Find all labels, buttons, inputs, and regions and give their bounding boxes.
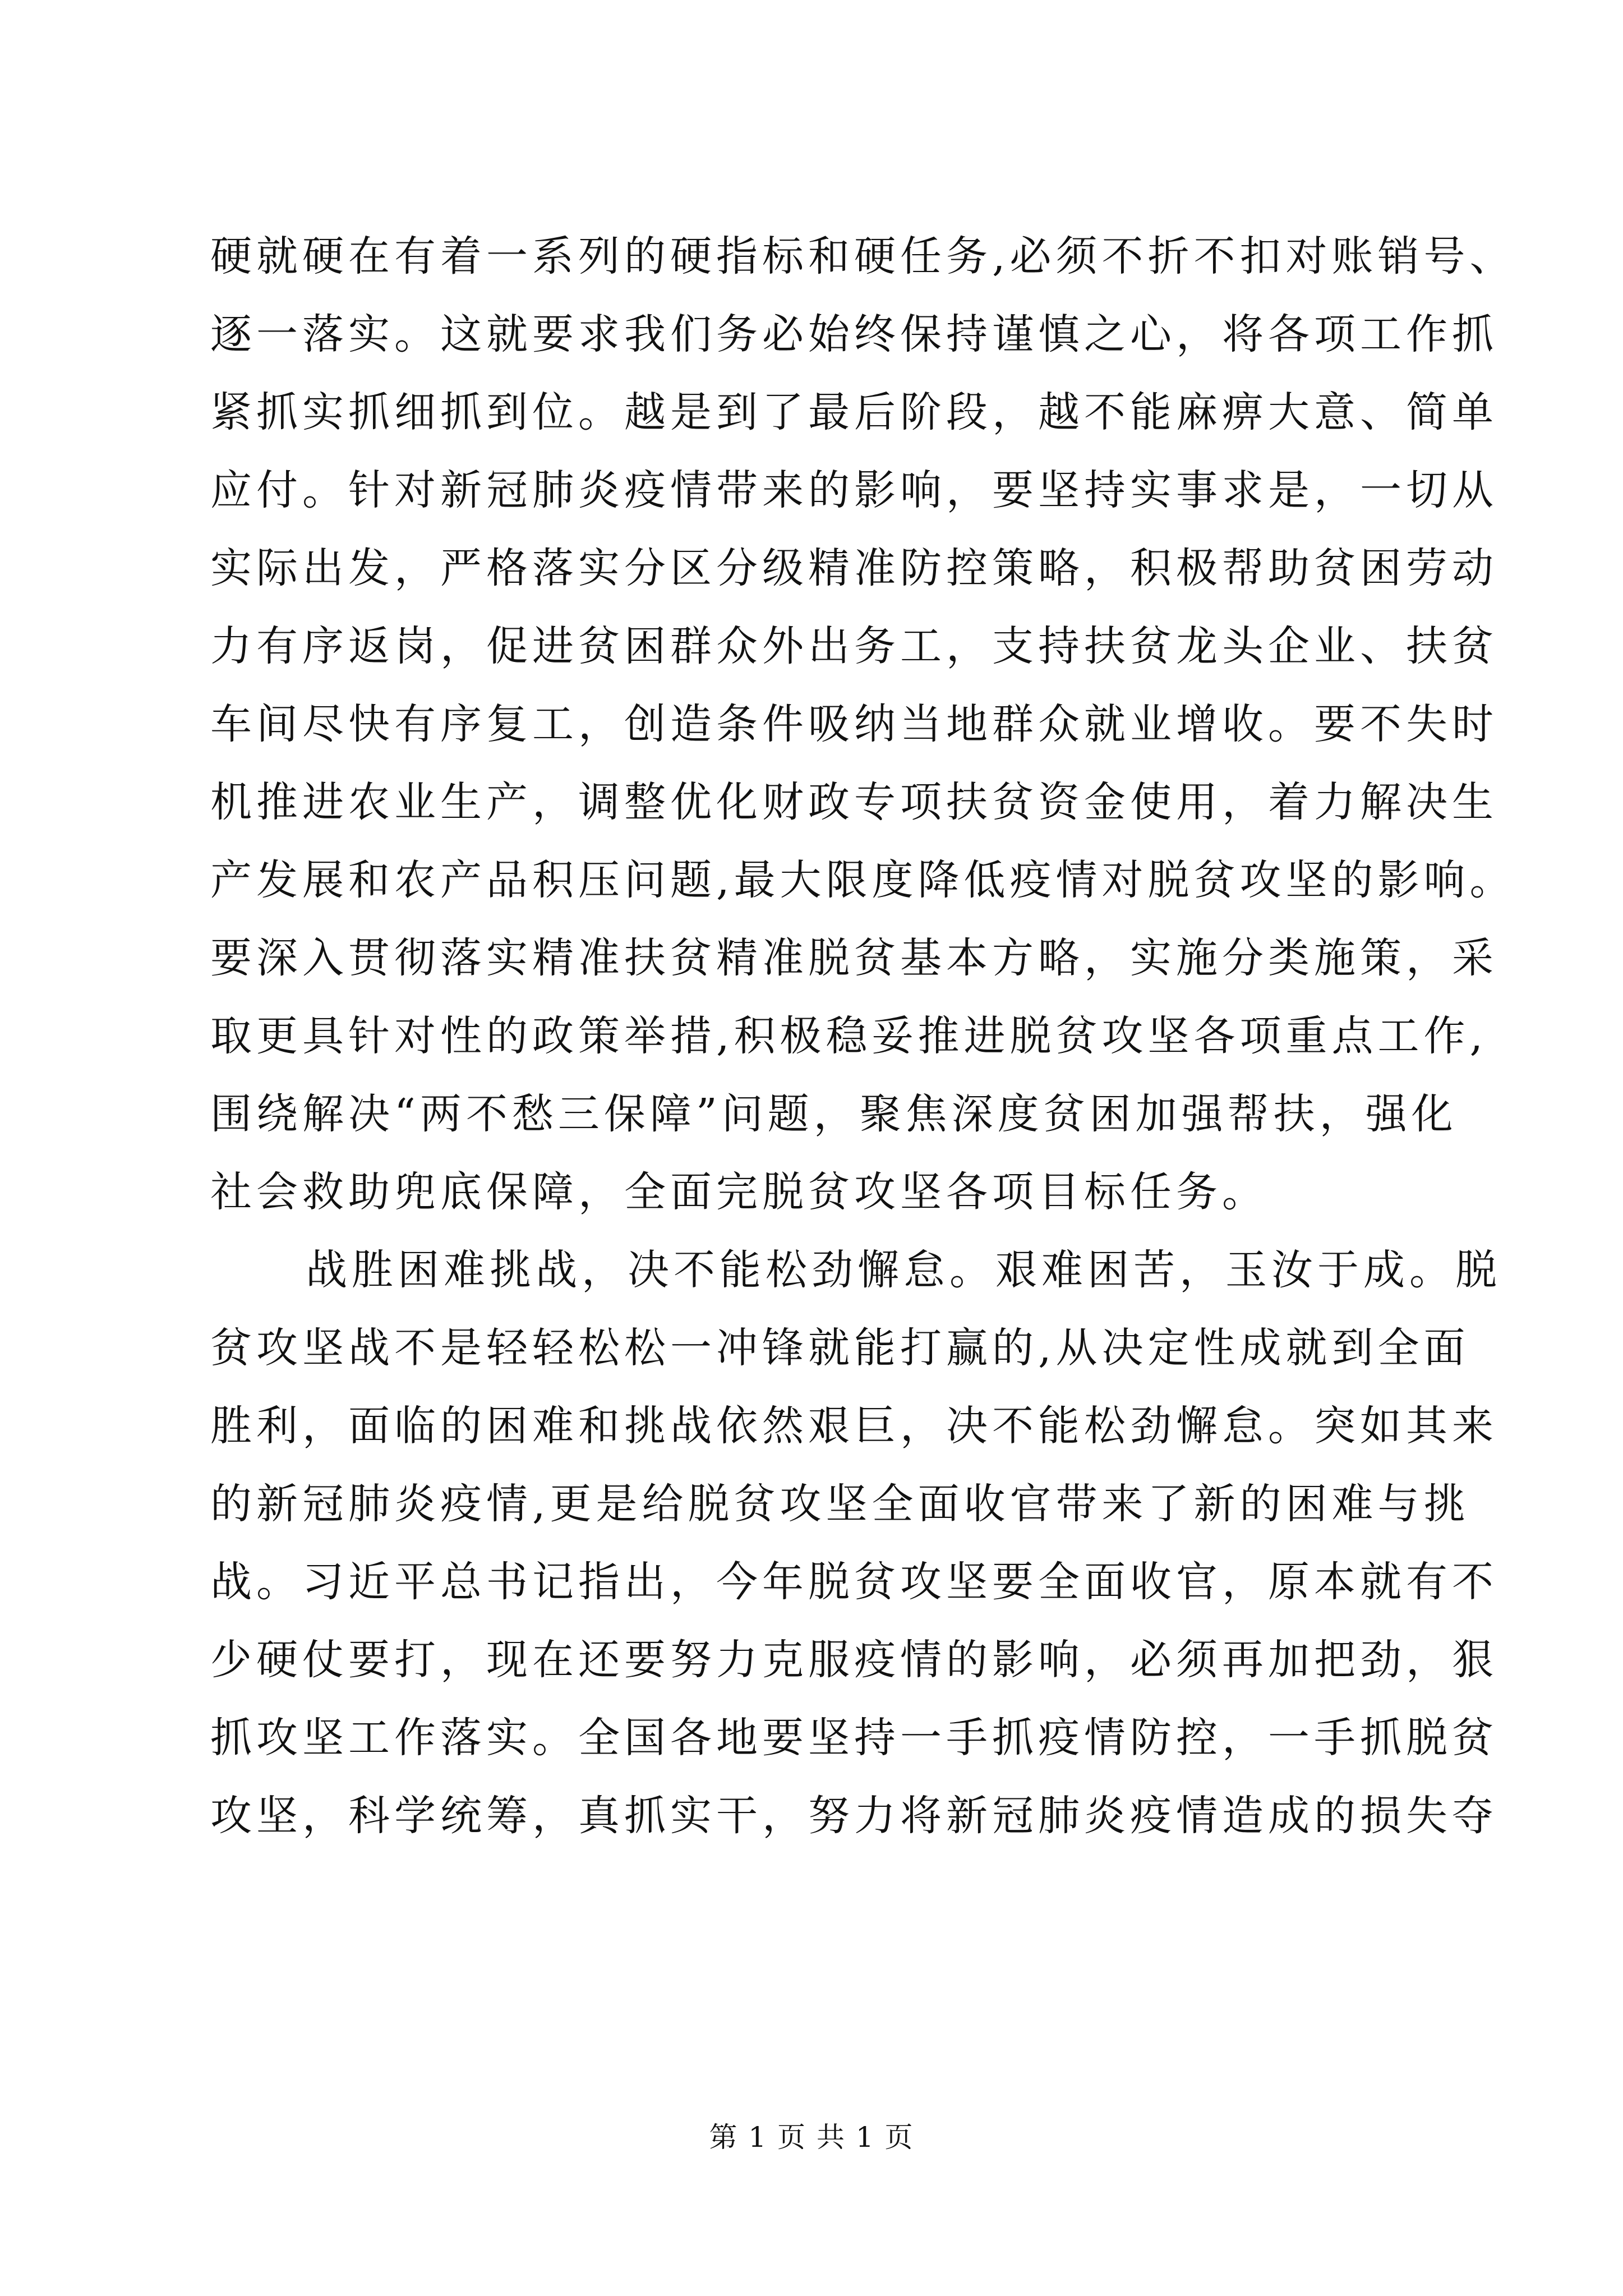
text-line: 围绕解决“两不愁三保障”问题，聚焦深度贫困加强帮扶，强化 [210,1090,1458,1138]
page-footer: 第 1 页 共 1 页 [709,2121,914,2154]
text-line: 产发展和农产品积压问题,最大限度降低疫情对脱贫攻坚的影响。 [210,856,1516,904]
text-line: 贫攻坚战不是轻轻松松一冲锋就能打赢的,从决定性成就到全面 [210,1324,1470,1372]
text-line: 紧抓实抓细抓到位。越是到了最后阶段，越不能麻痹大意、简单 [210,388,1498,436]
text-line: 车间尽快有序复工，创造条件吸纳当地群众就业增收。要不失时 [210,700,1498,748]
body-text [210,218,1516,1855]
text-line: 少硬仗要打，现在还要努力克服疫情的影响，必须再加把劲，狠 [210,1636,1498,1684]
text-line: 应付。针对新冠肺炎疫情带来的影响，要坚持实事求是，一切从 [210,466,1498,514]
text-line: 逐一落实。这就要求我们务必始终保持谨慎之心，将各项工作抓 [210,310,1498,358]
text-line: 机推进农业生产，调整优化财政专项扶贫资金使用，着力解决生 [210,778,1498,826]
text-line: 力有序返岗，促进贫困群众外出务工，支持扶贫龙头企业、扶贫 [210,622,1498,670]
text-line: 抓攻坚工作落实。全国各地要坚持一手抓疫情防控，一手抓脱贫 [210,1714,1498,1762]
text-line: 要深入贯彻落实精准扶贫精准脱贫基本方略，实施分类施策，采 [210,934,1498,982]
text-line: 硬就硬在有着一系列的硬指标和硬任务,必须不折不扣对账销号、 [210,232,1516,280]
text-line: 战。习近平总书记指出，今年脱贫攻坚要全面收官，原本就有不 [210,1558,1498,1606]
text-line: 攻坚，科学统筹，真抓实干，努力将新冠肺炎疫情造成的损失夺 [210,1792,1498,1840]
text-line-paragraph-start: 战胜困难挑战，决不能松劲懈怠。艰难困苦，玉汝于成。脱 [306,1246,1501,1294]
text-line: 社会救助兜底保障，全面完脱贫攻坚各项目标任务。 [210,1168,1268,1216]
text-line: 实际出发，严格落实分区分级精准防控策略，积极帮助贫困劳动 [210,544,1498,592]
text-line: 的新冠肺炎疫情,更是给脱贫攻坚全面收官带来了新的困难与挑 [210,1480,1470,1528]
text-line: 胜利，面临的困难和挑战依然艰巨，决不能松劲懈怠。突如其来 [210,1402,1498,1450]
text-line: 取更具针对性的政策举措,积极稳妥推进脱贫攻坚各项重点工作, [210,1012,1488,1060]
